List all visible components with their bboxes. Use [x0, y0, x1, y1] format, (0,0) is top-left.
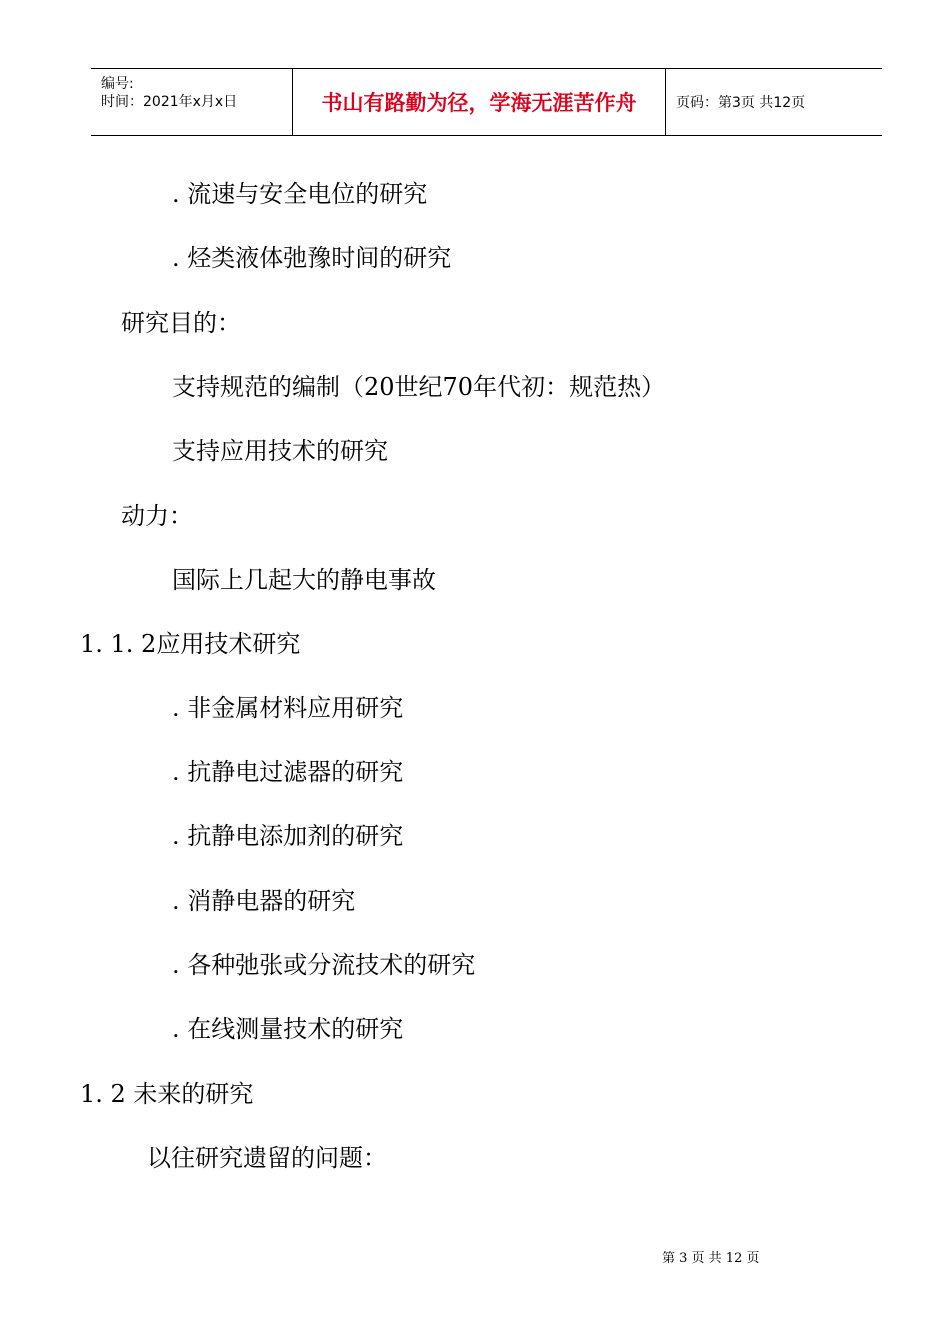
- page-footer: 第 3 页 共 12 页: [662, 1251, 760, 1266]
- body-line-1: . 流速与安全电位的研究: [172, 180, 428, 208]
- body-line-14: . 在线测量技术的研究: [172, 1015, 404, 1043]
- document-time-label: 时间：2021年x月x日: [101, 94, 238, 110]
- body-line-16: 以往研究遗留的问题：: [147, 1144, 387, 1172]
- body-line-9: . 非金属材料应用研究: [172, 694, 404, 722]
- section-heading-1-2: 1. 2 未来的研究: [80, 1080, 254, 1108]
- body-line-7: 国际上几起大的静电事故: [172, 566, 436, 594]
- body-line-2: . 烃类液体弛豫时间的研究: [172, 244, 452, 272]
- body-line-13: . 各种弛张或分流技术的研究: [172, 951, 476, 979]
- section-heading-1-1-2: 1. 1. 2应用技术研究: [80, 630, 301, 658]
- header-motto: 书山有路勤为径，学海无涯苦作舟: [321, 91, 637, 115]
- page-header: [91, 68, 882, 136]
- header-motto-cell: [293, 69, 666, 135]
- header-info-cell: [91, 69, 293, 135]
- body-line-5: 支持应用技术的研究: [172, 437, 388, 465]
- body-line-4: 支持规范的编制（20世纪70年代初：规范热）: [172, 373, 666, 401]
- body-line-3: 研究目的：: [121, 309, 241, 337]
- body-line-11: . 抗静电添加剂的研究: [172, 822, 404, 850]
- body-line-6: 动力：: [121, 502, 193, 530]
- body-line-12: . 消静电器的研究: [172, 887, 356, 915]
- header-page-cell: [666, 69, 882, 135]
- body-line-10: . 抗静电过滤器的研究: [172, 758, 404, 786]
- document-number-label: 编号:: [101, 76, 134, 92]
- header-page-number: 页码：第3页 共12页: [676, 95, 806, 111]
